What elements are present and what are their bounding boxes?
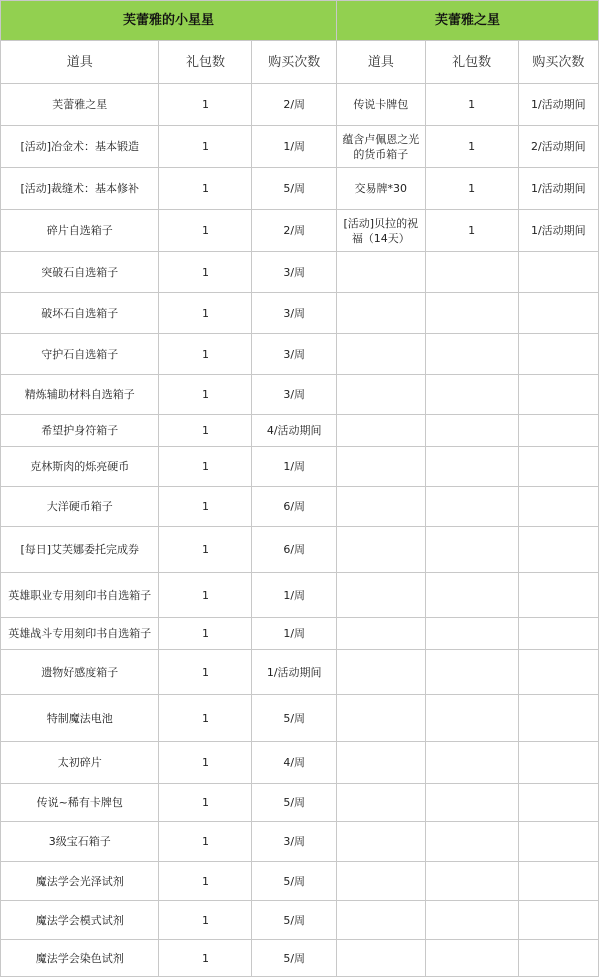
cell-buy-times-left: 5/周 [252,695,337,742]
cell-item-right: 蕴含卢佩恩之光的货币箱子 [336,126,425,168]
cell-gift-count-right [425,650,518,695]
cell-item-right [336,940,425,977]
table-row [1,415,599,447]
table-row [1,650,599,695]
cell-gift-count-left: 1 [159,84,252,126]
cell-buy-times-left: 3/周 [252,293,337,334]
cell-gift-count-right [425,415,518,447]
cell-item-right [336,447,425,487]
table-row [1,618,599,650]
cell-gift-count-left: 1 [159,901,252,940]
cell-item-left: [每日]艾芙娜委托完成券 [1,527,159,573]
cell-buy-times-left: 2/周 [252,210,337,252]
cell-item-left: 英雄职业专用刻印书自选箱子 [1,573,159,618]
cell-item-right [336,822,425,862]
cell-gift-count-right [425,334,518,375]
cell-buy-times-left: 3/周 [252,334,337,375]
cell-item-left: [活动]冶金术：基本锻造 [1,126,159,168]
cell-gift-count-left: 1 [159,862,252,901]
cell-buy-times-right: 1/活动期间 [518,168,598,210]
cell-buy-times-right [518,527,598,573]
cell-item-left: 遗物好感度箱子 [1,650,159,695]
table-row [1,293,599,334]
table-row [1,210,599,252]
cell-item-right [336,487,425,527]
cell-gift-count-right [425,822,518,862]
col-header-gift-left: 礼包数 [159,41,252,84]
cell-gift-count-left: 1 [159,168,252,210]
cell-buy-times-right [518,822,598,862]
table-row [1,862,599,901]
cell-item-right [336,293,425,334]
cell-buy-times-right [518,573,598,618]
cell-buy-times-right: 2/活动期间 [518,126,598,168]
cell-gift-count-right [425,940,518,977]
cell-gift-count-left: 1 [159,252,252,293]
cell-item-left: 精炼辅助材料自选箱子 [1,375,159,415]
cell-item-right: 传说卡牌包 [336,84,425,126]
cell-gift-count-right [425,527,518,573]
cell-item-right [336,901,425,940]
cell-gift-count-left: 1 [159,375,252,415]
cell-buy-times-right: 1/活动期间 [518,84,598,126]
cell-gift-count-left: 1 [159,334,252,375]
cell-buy-times-right [518,901,598,940]
cell-gift-count-right: 1 [425,84,518,126]
cell-gift-count-left: 1 [159,695,252,742]
cell-gift-count-left: 1 [159,650,252,695]
cell-item-right [336,415,425,447]
cell-item-right [336,695,425,742]
cell-buy-times-left: 1/周 [252,126,337,168]
cell-buy-times-right [518,742,598,784]
cell-item-right: 交易牌*30 [336,168,425,210]
cell-buy-times-right [518,375,598,415]
table-body [1,84,599,977]
cell-gift-count-left: 1 [159,822,252,862]
table-row [1,84,599,126]
cell-buy-times-right [518,862,598,901]
table-row [1,447,599,487]
cell-gift-count-right [425,447,518,487]
table-row [1,252,599,293]
table-row [1,126,599,168]
cell-gift-count-right [425,901,518,940]
cell-buy-times-right [518,447,598,487]
col-header-buy-right: 购买次数 [518,41,598,84]
cell-buy-times-right [518,252,598,293]
col-header-buy-left: 购买次数 [252,41,337,84]
group-header-row [1,1,599,41]
table-row [1,375,599,415]
cell-item-left: [活动]裁缝术：基本修补 [1,168,159,210]
cell-buy-times-right [518,415,598,447]
cell-gift-count-right [425,618,518,650]
cell-item-right [336,527,425,573]
table-row [1,527,599,573]
cell-buy-times-right [518,334,598,375]
cell-item-left: 传说~稀有卡牌包 [1,784,159,822]
cell-gift-count-left: 1 [159,447,252,487]
cell-item-left: 3级宝石箱子 [1,822,159,862]
cell-gift-count-right [425,375,518,415]
cell-gift-count-right: 1 [425,168,518,210]
cell-item-left: 芙蕾雅之星 [1,84,159,126]
cell-gift-count-right: 1 [425,126,518,168]
cell-item-right [336,334,425,375]
cell-gift-count-right [425,695,518,742]
cell-buy-times-right [518,784,598,822]
table-row [1,742,599,784]
cell-item-left: 大洋硬币箱子 [1,487,159,527]
cell-gift-count-left: 1 [159,940,252,977]
cell-gift-count-left: 1 [159,126,252,168]
cell-item-left: 守护石自选箱子 [1,334,159,375]
cell-item-left: 英雄战斗专用刻印书自选箱子 [1,618,159,650]
cell-buy-times-right [518,487,598,527]
cell-item-left: 太初碎片 [1,742,159,784]
cell-gift-count-left: 1 [159,527,252,573]
cell-buy-times-left: 5/周 [252,862,337,901]
cell-buy-times-right [518,940,598,977]
cell-item-right [336,862,425,901]
cell-buy-times-left: 6/周 [252,487,337,527]
cell-gift-count-right [425,784,518,822]
cell-item-right [336,618,425,650]
cell-buy-times-right [518,293,598,334]
cell-item-left: 魔法学会染色试剂 [1,940,159,977]
cell-buy-times-left: 5/周 [252,784,337,822]
cell-buy-times-left: 1/周 [252,573,337,618]
cell-item-right [336,252,425,293]
cell-gift-count-left: 1 [159,618,252,650]
cell-buy-times-left: 6/周 [252,527,337,573]
cell-item-left: 魔法学会模式试剂 [1,901,159,940]
cell-buy-times-right: 1/活动期间 [518,210,598,252]
col-header-item-right: 道具 [336,41,425,84]
cell-buy-times-left: 5/周 [252,168,337,210]
cell-gift-count-right [425,252,518,293]
cell-buy-times-right [518,618,598,650]
cell-item-right [336,650,425,695]
table-row [1,901,599,940]
cell-buy-times-left: 3/周 [252,822,337,862]
cell-gift-count-left: 1 [159,415,252,447]
table-row [1,940,599,977]
cell-item-right: [活动]贝拉的祝福（14天） [336,210,425,252]
cell-buy-times-left: 3/周 [252,252,337,293]
cell-gift-count-right [425,862,518,901]
cell-buy-times-left: 1/周 [252,618,337,650]
cell-item-left: 克林斯肉的烁亮硬币 [1,447,159,487]
cell-gift-count-right [425,487,518,527]
cell-gift-count-right [425,293,518,334]
cell-item-left: 希望护身符箱子 [1,415,159,447]
table-row [1,168,599,210]
col-header-item-left: 道具 [1,41,159,84]
cell-item-left: 特制魔法电池 [1,695,159,742]
cell-buy-times-left: 4/周 [252,742,337,784]
cell-buy-times-left: 5/周 [252,901,337,940]
cell-gift-count-left: 1 [159,293,252,334]
cell-item-right [336,784,425,822]
table-row [1,822,599,862]
cell-buy-times-right [518,650,598,695]
table-row [1,334,599,375]
cell-gift-count-left: 1 [159,573,252,618]
cell-buy-times-right [518,695,598,742]
cell-buy-times-left: 3/周 [252,375,337,415]
cell-buy-times-left: 4/活动期间 [252,415,337,447]
cell-gift-count-right [425,573,518,618]
cell-item-left: 魔法学会光泽试剂 [1,862,159,901]
cell-gift-count-right: 1 [425,210,518,252]
cell-item-right [336,573,425,618]
cell-gift-count-left: 1 [159,742,252,784]
cell-gift-count-left: 1 [159,487,252,527]
group-title-left: 芙蕾雅的小星星 [1,1,337,41]
cell-gift-count-right [425,742,518,784]
group-title-right: 芙蕾雅之星 [336,1,598,41]
table-row [1,784,599,822]
column-header-row [1,41,599,84]
cell-gift-count-left: 1 [159,210,252,252]
cell-item-left: 碎片自选箱子 [1,210,159,252]
table-row [1,487,599,527]
cell-gift-count-left: 1 [159,784,252,822]
table-row [1,695,599,742]
col-header-gift-right: 礼包数 [425,41,518,84]
cell-item-right [336,375,425,415]
cell-buy-times-left: 1/周 [252,447,337,487]
cell-item-left: 破坏石自选箱子 [1,293,159,334]
cell-item-left: 突破石自选箱子 [1,252,159,293]
table-row [1,573,599,618]
cell-buy-times-left: 1/活动期间 [252,650,337,695]
cell-buy-times-left: 2/周 [252,84,337,126]
cell-item-right [336,742,425,784]
cell-buy-times-left: 5/周 [252,940,337,977]
